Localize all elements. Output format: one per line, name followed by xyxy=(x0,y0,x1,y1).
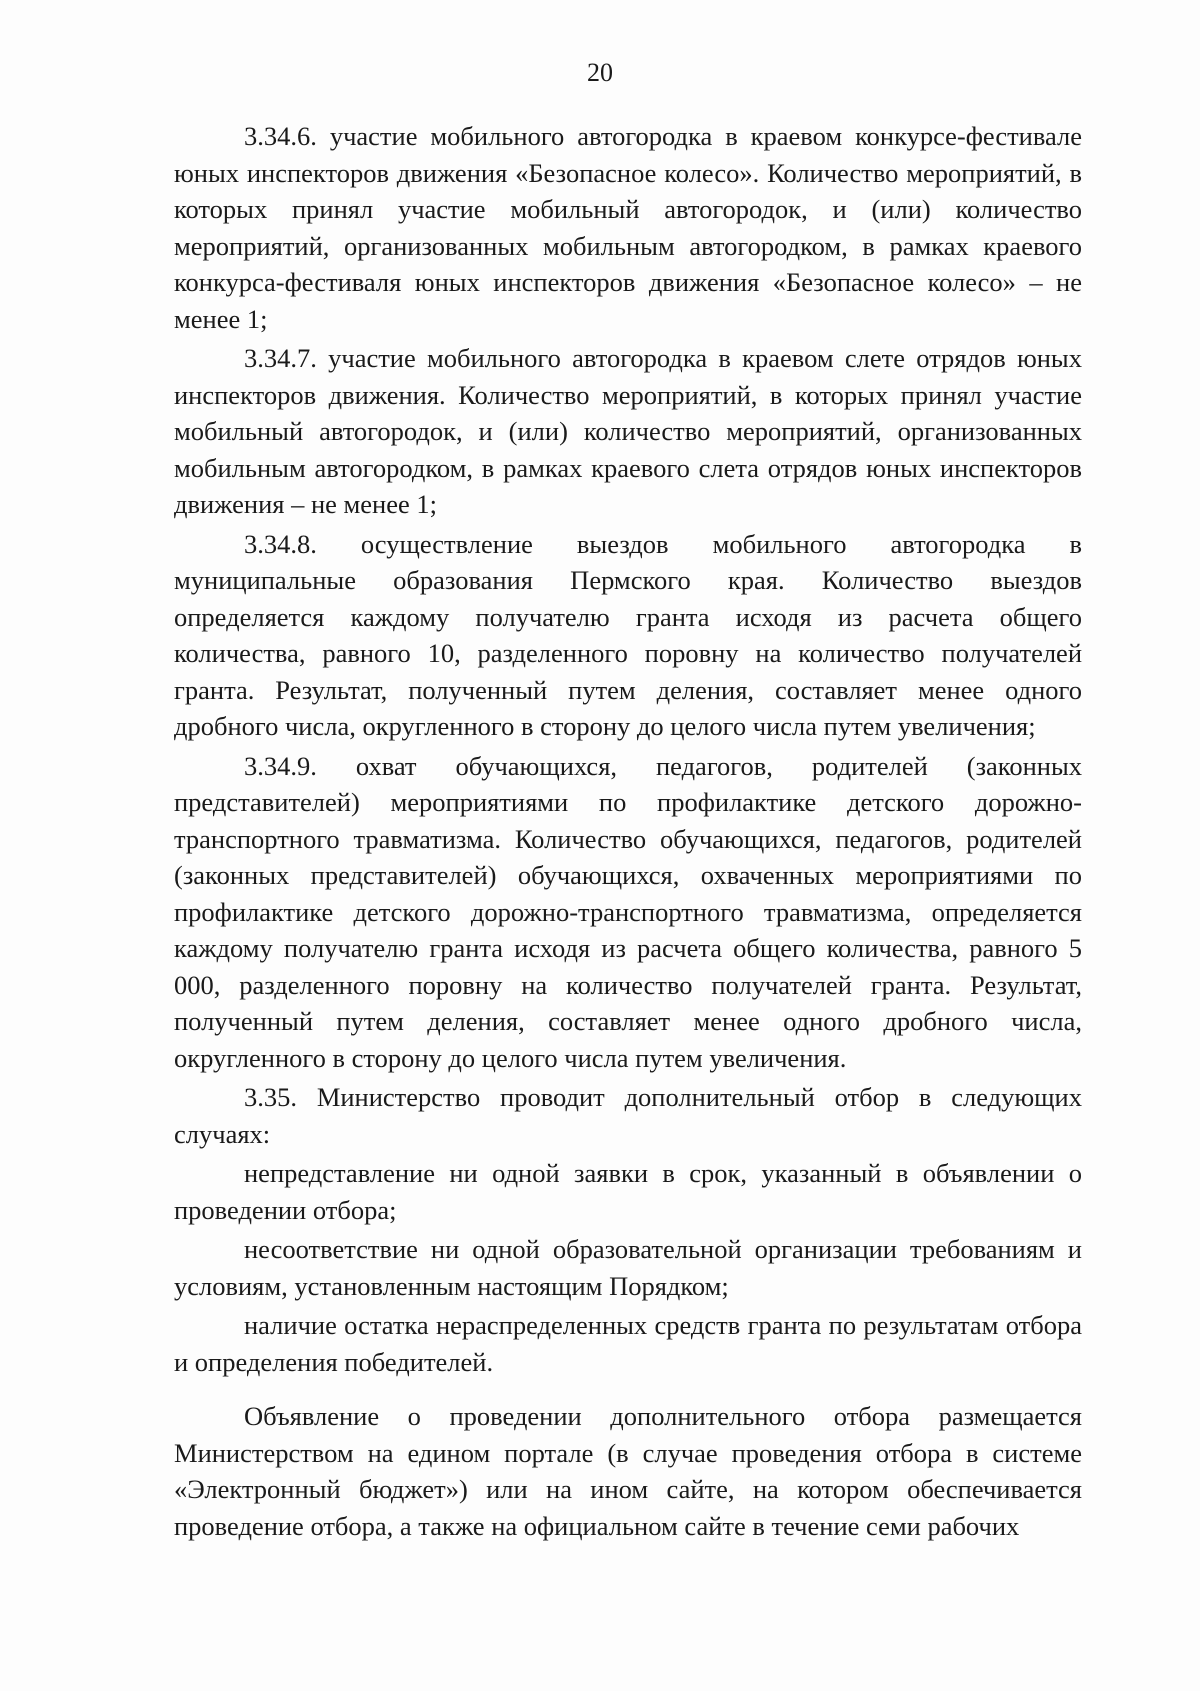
paragraph-announcement: Объявление о проведении дополнительного отбора размещается Министерством на едином портале (в случае проведения отбора в системе «Электронный бюджет») или на ином сайте, на котором обеспечивается проведение отбора, а также на официальном сайте в течение семи рабочих xyxy=(174,1401,1082,1541)
page-number: 20 xyxy=(587,58,613,87)
list-item-case-no-applications: непредставление ни одной заявки в срок, указанный в объявлении о проведении отбора; xyxy=(174,1158,1082,1225)
document-body xyxy=(174,118,1082,1544)
paragraph-3-34-7: 3.34.7. участие мобильного автогородка в краевом слете отрядов юных инспекторов движения. Количество мероприятий, в которых принял участие мобильный автогородок, и (или) количество мероприятий, организованных мобильным автогородком, в рамках краевого слета отрядов юных инспекторов движения – не менее 1; xyxy=(174,343,1082,519)
list-item-case-noncompliance: несоответствие ни одной образовательной организации требованиям и условиям, установленным настоящим Порядком; xyxy=(174,1234,1082,1301)
paragraph-3-34-8: 3.34.8. осуществление выездов мобильного автогородка в муниципальные образования Пермского края. Количество выездов определяется каждому получателю гранта исходя из расчета общего количества, равного 10, разделенного поровну на количество получателей гранта. Результат, полученный путем деления, составляет менее одного дробного числа, округленного в сторону до целого числа путем увеличения; xyxy=(174,528,1082,741)
list-item-case-remaining-funds: наличие остатка нераспределенных средств гранта по результатам отбора и определения победителей. xyxy=(174,1310,1082,1377)
paragraph-3-34-9: 3.34.9. охват обучающихся, педагогов, родителей (законных представителей) мероприятиями по профилактике детского дорожно-транспортного травматизма. Количество обучающихся, педагогов, родителей (законных представителей) обучающихся, охваченных мероприятиями по профилактике детского дорожно-транспортного травматизма, определяется каждому получателю гранта исходя из расчета общего количества, равного 5 000, разделенного поровну на количество получателей гранта. Результат, полученный путем деления, составляет менее одного дробного числа, округленного в сторону до целого числа путем увеличения. xyxy=(174,750,1082,1073)
paragraph-3-34-6: 3.34.6. участие мобильного автогородка в краевом конкурсе-фестивале юных инспекторов движения «Безопасное колесо». Количество мероприятий, в которых принял участие мобильный автогородок, и (или) количество мероприятий, организованных мобильным автогородком, в рамках краевого конкурса-фестиваля юных инспекторов движения «Безопасное колесо» – не менее 1; xyxy=(174,121,1082,334)
paragraph-3-35: 3.35. Министерство проводит дополнительный отбор в следующих случаях: xyxy=(174,1082,1082,1149)
